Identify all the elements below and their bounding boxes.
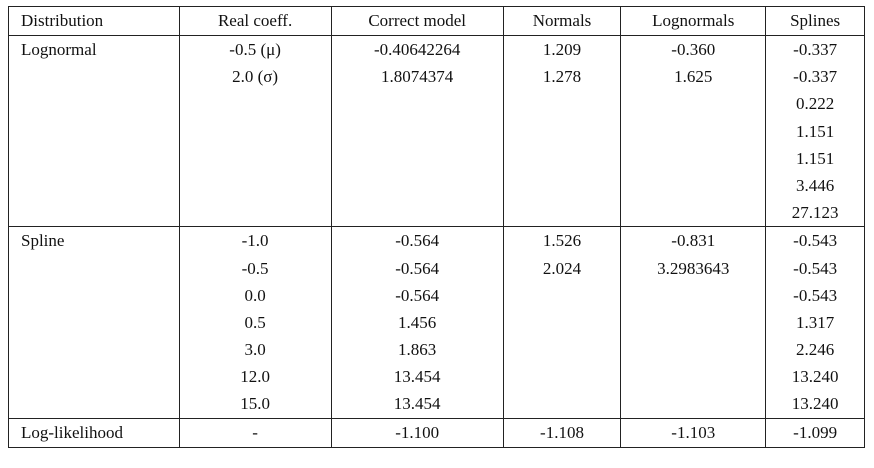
splines-value: 1.151	[795, 148, 835, 168]
cell-splines	[766, 36, 865, 227]
splines-value: -0.543	[793, 231, 838, 251]
real-coeff-value: 3.0	[244, 340, 266, 360]
real-coeff-value: 15.0	[240, 394, 270, 414]
header-lognormals: Lognormals	[621, 7, 766, 36]
correct-model-value: 1.456	[398, 312, 437, 332]
splines-value: 1.151	[795, 121, 835, 141]
lognormals-value: -0.831	[671, 231, 716, 251]
splines-value: -0.337	[793, 40, 838, 59]
log-likelihood-row	[9, 418, 865, 447]
correct-model-value: -0.564	[395, 231, 440, 251]
table-row	[9, 227, 865, 418]
correct-model-value: 13.454	[393, 394, 441, 414]
normals-value: 2.024	[542, 258, 582, 278]
log-likelihood-lognormals: -1.103	[621, 418, 766, 447]
splines-value: -0.337	[793, 67, 838, 87]
splines-value: 13.240	[791, 394, 839, 414]
correct-model-value: -0.40642264	[373, 40, 461, 59]
real-coeff-value: 2.0 (σ)	[232, 67, 279, 87]
splines-value: 1.317	[795, 312, 835, 332]
cell-normals	[503, 36, 620, 227]
cell-correct-model	[331, 36, 503, 227]
cell-normals	[503, 227, 620, 418]
table-body	[9, 36, 865, 448]
lognormals-value: 3.2983643	[657, 258, 730, 278]
real-coeff-value: -1.0	[241, 231, 269, 251]
header-splines: Splines	[766, 7, 865, 36]
splines-value: 27.123	[791, 203, 839, 223]
splines-value: 13.240	[791, 367, 839, 387]
log-likelihood-normals: -1.108	[503, 418, 620, 447]
real-coeff-value: 0.5	[244, 312, 266, 332]
correct-model-value: 1.8074374	[381, 67, 454, 87]
real-coeff-value: -0.5	[241, 258, 269, 278]
real-coeff-value: -0.5 (μ)	[229, 40, 281, 59]
header-correct-model: Correct model	[331, 7, 503, 36]
cell-correct-model	[331, 227, 503, 418]
table-row	[9, 36, 865, 227]
splines-value: 3.446	[795, 175, 835, 195]
splines-value: -0.543	[793, 285, 838, 305]
distribution-name: Lognormal	[9, 36, 180, 227]
splines-value: -0.543	[793, 258, 838, 278]
header-real-coeff: Real coeff.	[179, 7, 331, 36]
normals-value: 1.209	[542, 40, 582, 59]
normals-value: 1.526	[542, 231, 582, 251]
correct-model-value: 13.454	[393, 367, 441, 387]
header-row	[9, 7, 865, 36]
log-likelihood-splines: -1.099	[766, 418, 865, 447]
log-likelihood-real-coeff: -	[179, 418, 331, 447]
lognormals-value: -0.360	[671, 40, 716, 59]
results-table	[8, 6, 865, 448]
splines-value: 2.246	[795, 340, 835, 360]
header-normals: Normals	[503, 7, 620, 36]
header-distribution: Distribution	[9, 7, 180, 36]
log-likelihood-label: Log-likelihood	[9, 418, 180, 447]
splines-value: 0.222	[795, 94, 835, 114]
normals-value: 1.278	[542, 67, 582, 87]
lognormals-value: 1.625	[674, 67, 713, 87]
cell-real-coeff	[179, 227, 331, 418]
cell-lognormals	[621, 227, 766, 418]
real-coeff-value: 12.0	[240, 367, 270, 387]
correct-model-value: -0.564	[395, 258, 440, 278]
real-coeff-value: 0.0	[244, 285, 266, 305]
cell-lognormals	[621, 36, 766, 227]
correct-model-value: -0.564	[395, 285, 440, 305]
correct-model-value: 1.863	[398, 340, 437, 360]
cell-splines	[766, 227, 865, 418]
cell-real-coeff	[179, 36, 331, 227]
distribution-name: Spline	[9, 227, 180, 418]
log-likelihood-correct-model: -1.100	[331, 418, 503, 447]
